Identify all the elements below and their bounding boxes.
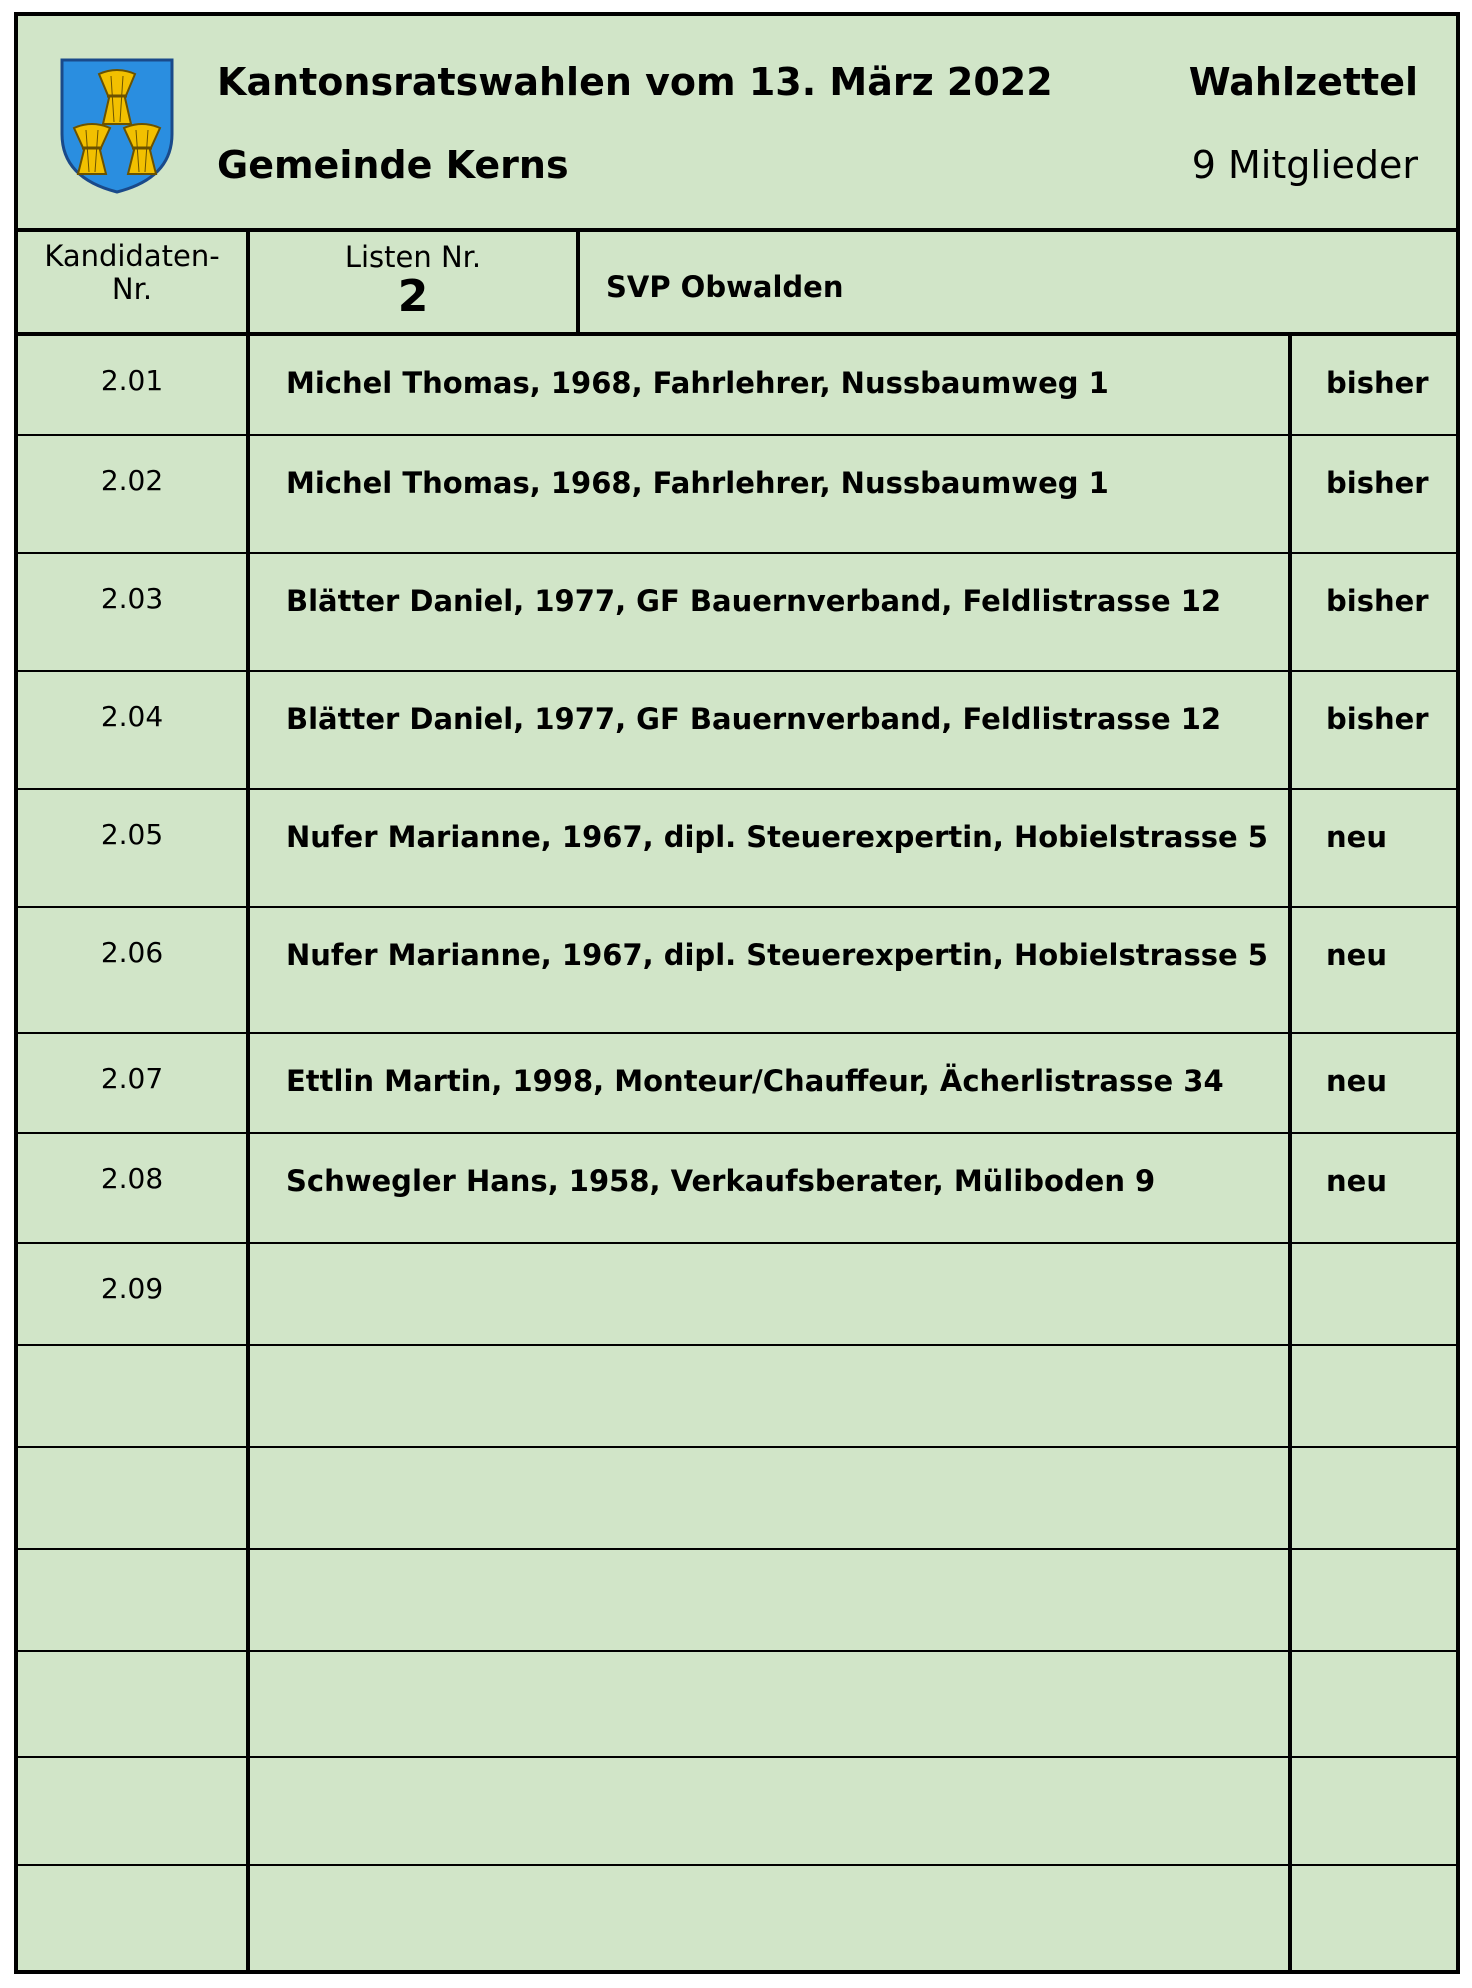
candidate-table (18, 336, 1456, 1972)
election-title: Kantonsratswahlen vom 13. März 2022 (217, 60, 1053, 104)
candidate-name: Michel Thomas, 1968, Fahrlehrer, Nussbaumweg 1 (286, 466, 1109, 500)
candidate-row (18, 1652, 1456, 1758)
municipality-name: Gemeinde Kerns (217, 143, 569, 187)
candidate-number: 2.06 (18, 908, 250, 1032)
candidate-status: neu (1288, 1134, 1460, 1242)
list-header-row (18, 232, 1456, 336)
candidate-status: neu (1288, 1034, 1460, 1132)
candidate-row (18, 790, 1456, 908)
candidate-status: bisher (1288, 672, 1460, 788)
candidate-row (18, 1866, 1456, 1972)
candidate-row (18, 1346, 1456, 1448)
candidate-number (18, 1448, 250, 1548)
candidate-row (18, 1034, 1456, 1134)
candidate-row (18, 1134, 1456, 1244)
candidate-status: bisher (1288, 436, 1460, 552)
candidate-name: Nufer Marianne, 1967, dipl. Steuerexpertin, Hobielstrasse 5 (286, 820, 1268, 854)
candidate-row (18, 436, 1456, 554)
candidate-row (18, 1758, 1456, 1866)
candidate-number: 2.02 (18, 436, 250, 552)
list-number-cell (250, 232, 580, 332)
candidate-number-label: Kandidaten- Nr. (44, 239, 220, 306)
candidate-number (18, 1758, 250, 1864)
candidate-name: Blätter Daniel, 1977, GF Bauernverband, Feldlistrasse 12 (286, 584, 1222, 618)
candidate-name: Nufer Marianne, 1967, dipl. Steuerexpertin, Hobielstrasse 5 (286, 938, 1268, 972)
candidate-status (1288, 1866, 1460, 1972)
list-number-label: Listen Nr. (344, 240, 482, 274)
candidate-status: bisher (1288, 336, 1460, 434)
candidate-number: 2.08 (18, 1134, 250, 1242)
candidate-number: 2.03 (18, 554, 250, 670)
candidate-number: 2.09 (18, 1244, 250, 1344)
ballot-label: Wahlzettel (1188, 60, 1418, 104)
candidate-name: Michel Thomas, 1968, Fahrlehrer, Nussbaumweg 1 (286, 366, 1109, 400)
candidate-row (18, 1550, 1456, 1652)
candidate-number (18, 1652, 250, 1756)
candidate-name: Ettlin Martin, 1998, Monteur/Chauffeur, Ächerlistrasse 34 (286, 1064, 1224, 1098)
candidate-status (1288, 1652, 1460, 1756)
candidate-status (1288, 1758, 1460, 1864)
candidate-number (18, 1550, 250, 1650)
candidate-number: 2.01 (18, 336, 250, 434)
candidate-status (1288, 1244, 1460, 1344)
candidate-status (1288, 1346, 1460, 1446)
seats-count: 9 Mitglieder (1191, 143, 1418, 187)
coat-of-arms-icon (58, 56, 176, 196)
candidate-row (18, 336, 1456, 436)
list-number: 2 (397, 271, 429, 322)
candidate-row (18, 554, 1456, 672)
ballot-paper (14, 12, 1460, 1974)
candidate-number (18, 1346, 250, 1446)
candidate-row (18, 908, 1456, 1034)
party-name: SVP Obwalden (606, 270, 844, 304)
candidate-row (18, 672, 1456, 790)
candidate-name: Schwegler Hans, 1958, Verkaufsberater, Müliboden 9 (286, 1164, 1156, 1198)
candidate-number: 2.05 (18, 790, 250, 906)
candidate-number (18, 1866, 250, 1972)
candidate-number-column-header (18, 232, 250, 332)
candidate-status: neu (1288, 790, 1460, 906)
candidate-status (1288, 1550, 1460, 1650)
ballot-header (18, 16, 1456, 232)
candidate-status: neu (1288, 908, 1460, 1032)
candidate-name: Blätter Daniel, 1977, GF Bauernverband, Feldlistrasse 12 (286, 702, 1222, 736)
candidate-number: 2.07 (18, 1034, 250, 1132)
candidate-status (1288, 1448, 1460, 1548)
candidate-row (18, 1448, 1456, 1550)
candidate-status: bisher (1288, 554, 1460, 670)
candidate-row (18, 1244, 1456, 1346)
candidate-number: 2.04 (18, 672, 250, 788)
